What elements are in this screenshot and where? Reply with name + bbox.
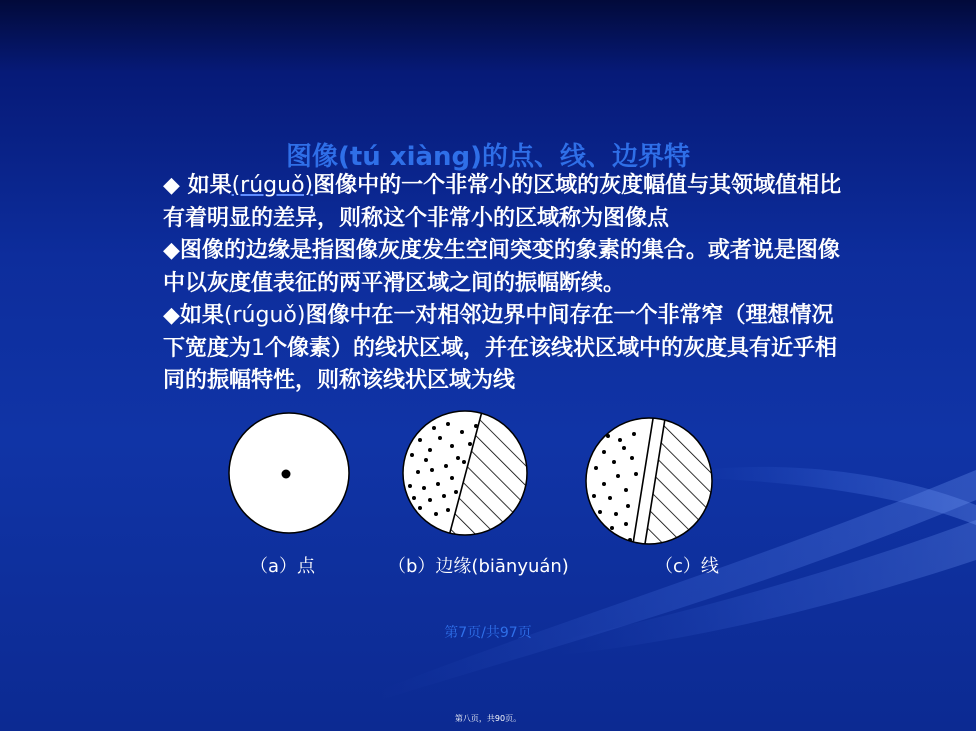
- slide-title: 图像(tú xiàng)的点、线、边界特: [285, 142, 691, 172]
- width-number: 1: [251, 335, 266, 361]
- page-number: 第7页/共97页: [444, 625, 532, 641]
- footer-page-count: 第八页，共90页。: [454, 714, 522, 723]
- caption-edge: （b）边缘(biānyuán): [388, 556, 569, 577]
- bullet-prefix: ◆如果: [163, 303, 224, 328]
- diagram-point: [229, 413, 349, 533]
- pinyin-link[interactable]: (rúguǒ): [231, 173, 314, 198]
- paragraph-point-text: 图像中的一个非常小的区域的灰度幅值与其领域值相比有着明显的差异，则称这个非常小的区域称为图像点: [163, 173, 842, 231]
- caption-line: （c）线: [655, 556, 719, 577]
- paragraph-line-text-b: 个像素）的线状区域，并在该线状区域中的灰度具有近乎相同的振幅特性，则称该线状区域为线: [163, 335, 838, 393]
- diagram-line: [586, 400, 720, 550]
- diagram-edge: [403, 400, 540, 540]
- paragraph-line-text-a: 图像中在一对相邻边界中间存在一个非常窄（理想情况下宽度为: [163, 303, 834, 361]
- pinyin-annotation: (rúguǒ): [223, 303, 306, 328]
- paragraph-edge: ◆图像的边缘是指图像灰度发生空间突变的象素的集合。或者说是图像中以灰度值表征的两平滑区域之间的振幅断续。: [163, 238, 840, 296]
- caption-point: （a）点: [250, 556, 316, 577]
- bullet-prefix: ◆ 如果: [163, 173, 232, 198]
